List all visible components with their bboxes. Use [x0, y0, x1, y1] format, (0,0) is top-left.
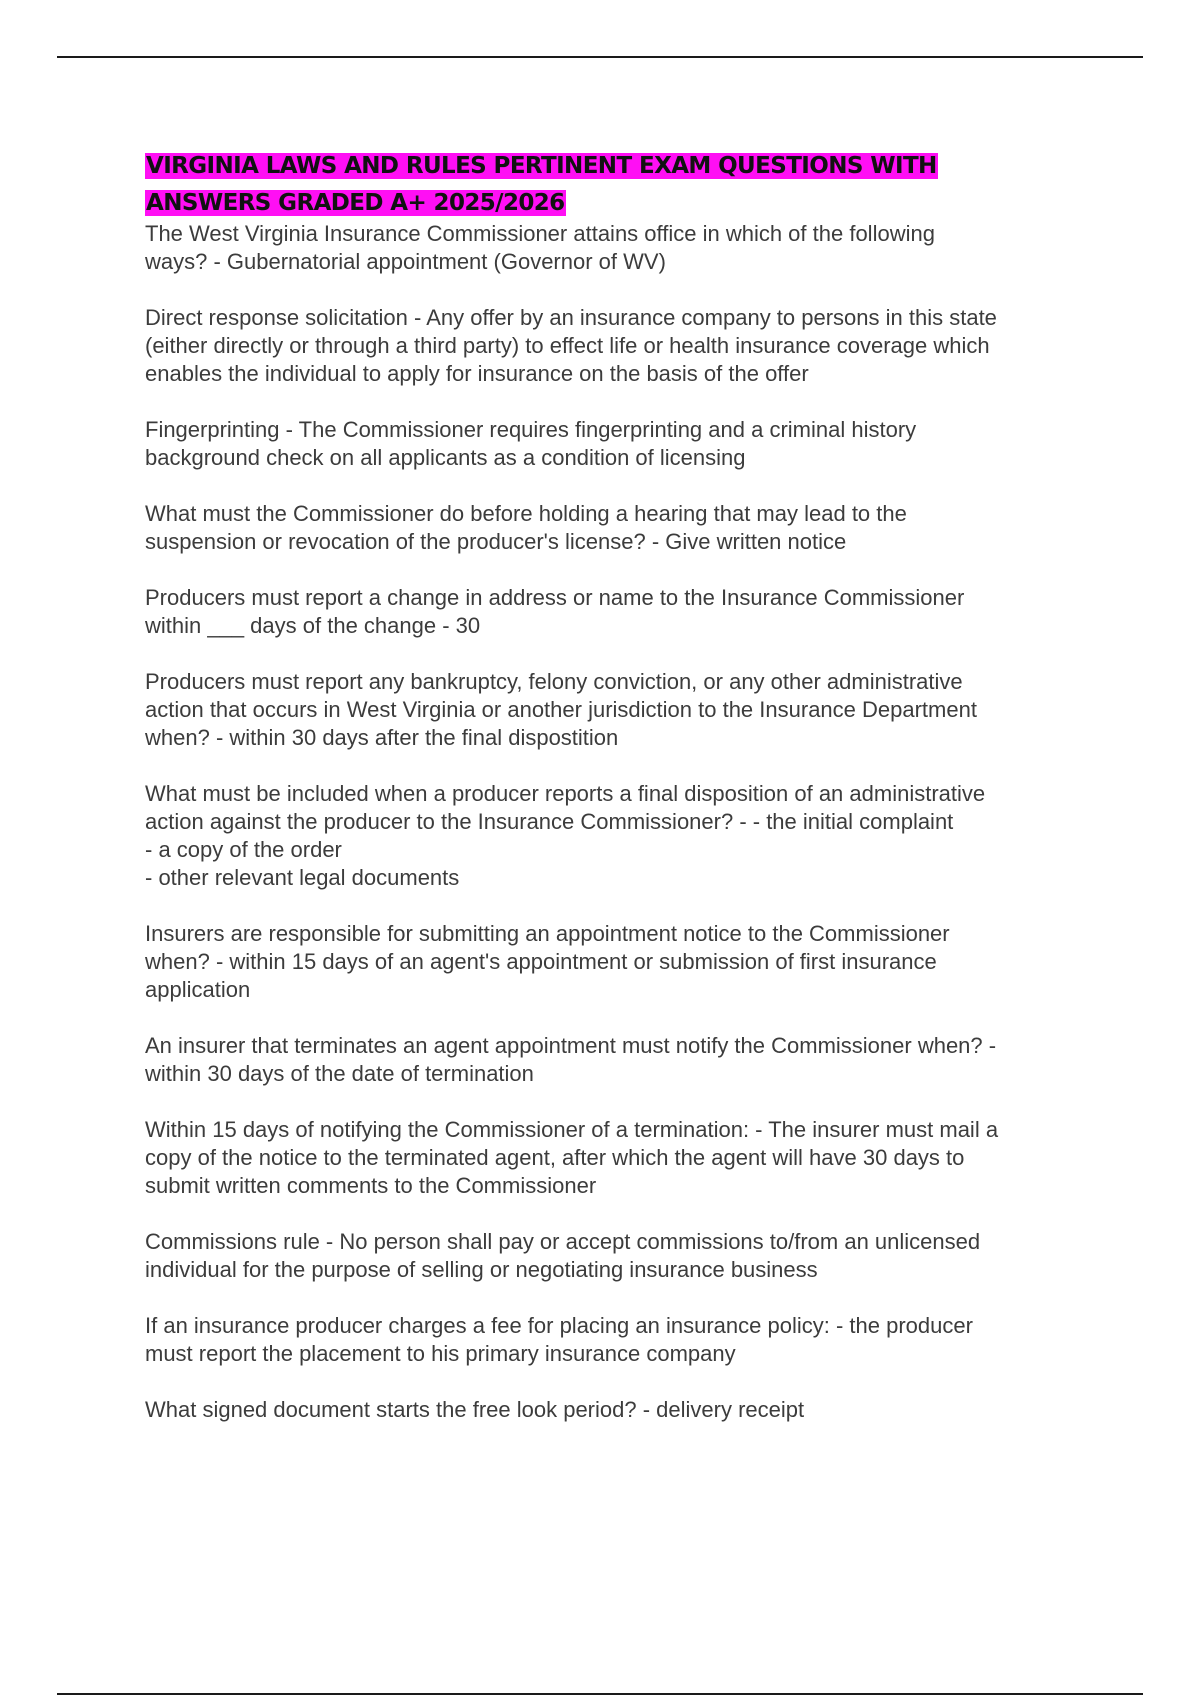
qa-item-3: Fingerprinting - The Commissioner requires fingerprinting and a criminal history background check on all applicants as a condition of licensing [145, 417, 917, 470]
bottom-divider [57, 1693, 1143, 1695]
top-divider [57, 56, 1143, 58]
qa-item-1: The West Virginia Insurance Commissioner attains office in which of the following ways? - Gubernatorial appointment (Governor of WV) [145, 221, 935, 274]
qa-item-9: An insurer that terminates an agent appointment must notify the Commissioner when? - within 30 days of the date of termination [145, 1033, 997, 1086]
qa-item-11: Commissions rule - No person shall pay or accept commissions to/from an unlicensed individual for the purpose of selling or negotiating insurance business [145, 1229, 981, 1282]
qa-item-8: Insurers are responsible for submitting an appointment notice to the Commissioner when? - within 15 days of an agent's appointment or submission of first insurance application [145, 921, 950, 1002]
qa-item-10: Within 15 days of notifying the Commissioner of a termination: - The insurer must mail a copy of the notice to the terminated agent, after which the agent will have 30 days to submit written comments to the Commissioner [145, 1117, 999, 1198]
title-line-1: VIRGINIA LAWS AND RULES PERTINENT EXAM QUESTIONS WITH [146, 153, 937, 179]
qa-item-13: What signed document starts the free look period? - delivery receipt [145, 1397, 805, 1422]
qa-item-4: What must the Commissioner do before holding a hearing that may lead to the suspension or revocation of the producer's license? - Give written notice [145, 501, 907, 554]
qa-item-12: If an insurance producer charges a fee for placing an insurance policy: - the producer must report the placement to his primary insurance company [145, 1313, 973, 1366]
qa-item-2: Direct response solicitation - Any offer by an insurance company to persons in this state (either directly or through a third party) to effect life or health insurance coverage which enables the individual to apply for insurance on the basis of the offer [145, 305, 997, 386]
qa-item-6: Producers must report any bankruptcy, felony conviction, or any other administrative action that occurs in West Virginia or another jurisdiction to the Insurance Department when? - within 30 days after the final dispostition [145, 669, 977, 750]
document-title [145, 148, 1090, 222]
title-line-2: ANSWERS GRADED A+ 2025/2026 [146, 190, 565, 216]
document-body [145, 148, 1090, 1452]
qa-item-7: What must be included when a producer reports a final disposition of an administrative action against the producer to the Insurance Commissioner? - - the initial complaint - a copy of the order - other relevant legal documents [145, 781, 986, 890]
qa-item-5: Producers must report a change in address or name to the Insurance Commissioner within ___ days of the change - 30 [145, 585, 965, 638]
